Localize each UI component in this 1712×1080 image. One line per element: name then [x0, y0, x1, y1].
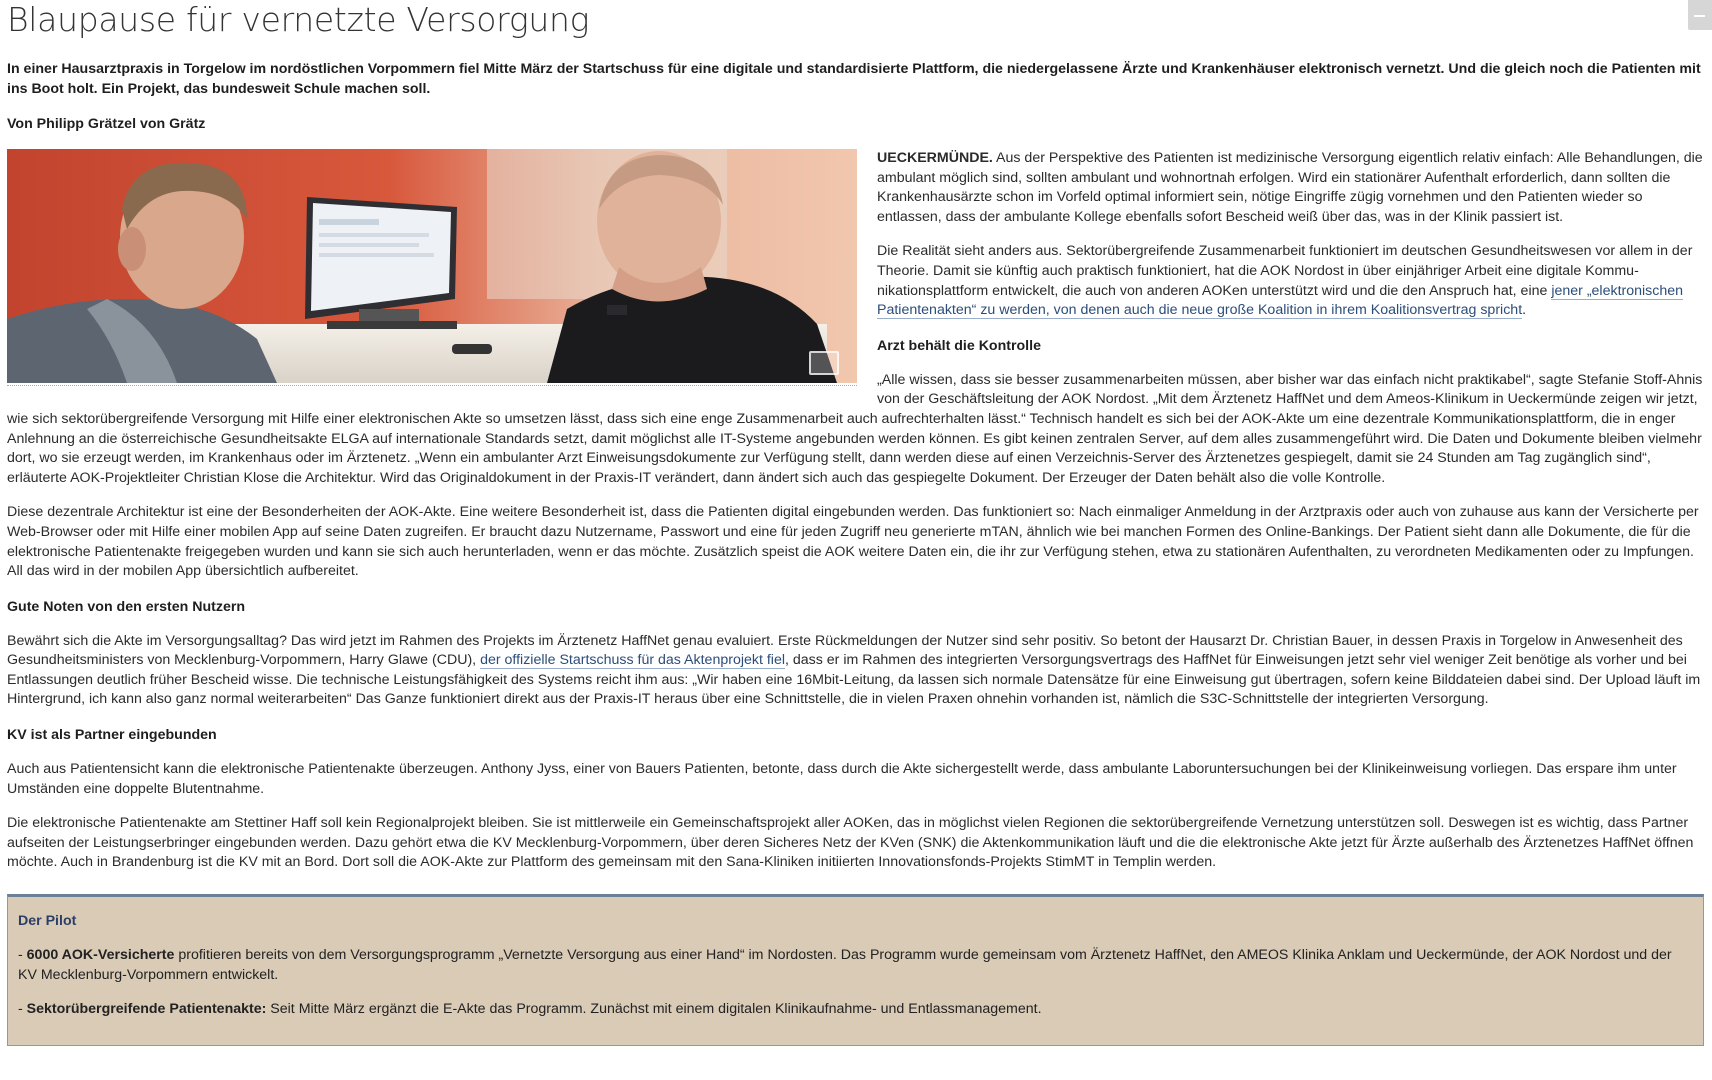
paragraph-5	[7, 632, 1704, 710]
link-patientenakten[interactable]: jener „elektronischen Patientenakten“ zu werden, von denen auch die neue große Koalition in ihrem Koalitionsvertrag spricht	[877, 282, 1684, 319]
subheading-noten: Gute Noten von den ersten Nutzern	[7, 598, 246, 615]
pilot-item-1-bold: 6000 AOK-Versicherte	[26, 947, 175, 964]
paragraph-2-end: .	[1522, 302, 1527, 319]
article-lead: In einer Hausarztpraxis in Torgelow im nordöstlichen Vorpommern fiel Mitte März der Startschuss für eine digitale und standardisierte Plattform, die niedergelassene Ärzte und Krankenhäuser elektronisch vernetzt. Und die gleich noch die Patienten mit ins Boot holt. Ein Projekt, das bundesweit Schule machen soll.	[7, 61, 1701, 97]
photo-image	[7, 149, 857, 383]
article-body	[7, 149, 1704, 888]
paragraph-1-text: Aus der Perspektive des Patienten ist medizinische Versorgung eigentlich relativ einfach: Alle Behandlungen, die ambulant möglich sind, sollten ambulant und wohnortnah erfolgen. Wird ein stationärer Aufenthalt erforderlich, dann sollten die Krankenhausärzte schon im Vorfeld optimal informiert sein, nötige Eingriffe zügig vornehmen und den Patienten wieder so entlassen, dass der ambulante Kollege ebenfalls sofort Bescheid weiß über das, was in der Klinik passiert ist.	[877, 150, 1703, 225]
article-page	[7, 0, 1704, 1046]
paragraph-7: Die elektronische Patientenakte am Stettiner Haff soll kein Regionalprojekt bleiben. Sie ist mittlerweile ein Gemeinschaftsprojekt aller AOKen, das in möglichst vielen Regionen die sektorübergreifende Vernetzung unterstützen soll. Deswegen ist es wichtig, dass Partner aufseiten der Leistungserbringer eingebunden werden. Dazu gehört etwa die KV Mecklenburg-Vorpommern, über deren Sicheres Netz der KVen (SNK) die Aktenkommunikation läuft und die die elektronische Akte jetzt für Ärzte außerhalb des Ärztenetzes HaffNet öffnen möchte. Auch in Brandenburg ist die KV mit an Bord. Dort soll die AOK-Akte zur Plattform des gemeinsam mit den Sana-Kliniken initiierten Innovationsfonds-Projekts StimMT in Templin werden.	[7, 815, 1694, 871]
pilot-item-1-text: profitieren bereits von dem Versorgungsprogramm „Vernetzte Versorgung aus einer Hand“ im Nordosten. Das Programm wurde gemeinsam vom Ärztenetz HaffNet, den AMEOS Klinika Anklam und Ueckermünde, der AOK Nordost und der KV Mecklenburg-Vorpommern entwickelt.	[18, 947, 1672, 983]
pilot-item-2-bold: Sektorübergreifende Patientenakte:	[26, 1001, 267, 1018]
subheading-kontrolle: Arzt behält die Kontrolle	[877, 337, 1041, 354]
paragraph-6: Auch aus Patientensicht kann die elektronische Patientenakte überzeugen. Anthony Jyss, einer von Bauers Patienten, betonte, dass durch die Akte sichergestellt werde, dass ambulante Laboruntersuchungen bei der Klinikeinweisung vorliegen. Das erspare ihm unter Umständen eine doppelte Blutentnahme.	[7, 761, 1677, 797]
scroll-button[interactable]	[1688, 0, 1712, 30]
pilot-item-1	[18, 946, 1693, 985]
article-photo[interactable]	[7, 149, 857, 386]
pilot-item-2	[18, 1000, 1693, 1020]
article-title: Blaupause für vernetzte Versorgung	[7, 0, 590, 39]
subheading-kv: KV ist als Partner eingebunden	[7, 727, 217, 744]
pilot-item-2-text: Seit Mitte März ergänzt die E-Akte das Programm. Zunächst mit einem digitalen Klinikaufnahme- und Entlassmanagement.	[266, 1001, 1042, 1018]
article-author: Von Philipp Grätzel von Grätz	[7, 116, 206, 132]
link-startschuss[interactable]: der offizielle Startschuss für das Aktenprojekt fiel	[480, 652, 785, 669]
pilot-box	[7, 894, 1704, 1046]
pilot-box-title: Der Pilot	[18, 913, 77, 930]
dateline: UECKERMÜNDE.	[877, 150, 993, 166]
pilot-item-1-prefix: -	[18, 947, 27, 964]
paragraph-5-text: Bewährt sich die Akte im Versorgungsalltag? Das wird jetzt im Rahmen des Projekts im Ärztenetz HaffNet genau evaluiert. Erste Rückmeldungen der Nutzer sind sehr positiv. So betont der Hausarzt Dr. Christian Bauer, in dessen Praxis in Torgelow in Anwesenheit des Gesundheitsministers von Mecklenburg-Vorpommern, Harry Glawe (CDU),	[7, 632, 1683, 669]
paragraph-5-end: , dass er im Rahmen des integrierten Versorgungsvertrags des HaffNet für Einweisungen jetzt sehr viel weniger Zeit benötige als vorher und bei Entlassungen deutlich früher Bescheid wisse. Die technische Leistungsfähigkeit des Systems reicht ihm aus: „Wir haben eine 16Mbit-Leitung, da lassen sich normale Datensätze für eine Einweisung gut übertragen, sofern keine Bilddateien dabei sind. Der Upload läuft im Hintergrund, ich kann also ganz normal weiterarbeiten“ Das Ganze funktioniert direkt aus der Praxis-IT heraus über eine Schnittstelle, die in vielen Praxen ohnehin vorhanden ist, nämlich die S3C-Schnittstelle der integrierten Versorgung.	[7, 652, 1701, 708]
gallery-icon[interactable]	[809, 351, 839, 375]
paragraph-2-text: Die Realität sieht anders aus. Sektorübergreifende Zusammenarbeit funktioniert im deutschen Gesundheitswesen vor allem in der Theorie. Damit sie künftig auch praktisch funktioniert, hat die AOK Nordost in über einjähriger Arbeit eine digitale Kommunikationsplattform entwickelt, die auch von anderen AOKen unterstützt wird und die den Anspruch hat, eine	[877, 243, 1693, 299]
paragraph-3: „Alle wissen, dass sie besser zusammenarbeiten müssen, aber bisher war das einfach nicht praktikabel“, sagte Stefanie Stoff-Ahnis von der Geschäftsleitung der AOK Nordost. „Mit dem Ärztenetz HaffNet und dem Ameos-Klinikum in Ueckermünde zeigen wir jetzt, wie sich sektorübergreifende Versorgung mit Hilfe einer elektronischen Akte so umsetzen lässt, dass sich eine enge Zusammenarbeit auch aufrechterhalten lässt.“ Technisch handelt es sich bei der AOK-Akte um eine dezentrale Kommunikationsplattform, die in enger Anlehnung an die österreichische Gesundheitsakte ELGA auf internationale Standards setzt, damit möglichst alle IT-Systeme angebunden werden können. Es gibt keinen zentralen Server, auf dem alles zusammengeführt wird. Die Daten und Dokumente bleiben vielmehr dort, wo sie erzeugt werden, im Krankenhaus oder im Ärztenetz. „Wenn ein ambulanter Arzt Einweisungsdokumente zur Verfügung stellt, dann werden diese auf einen Verzeichnis-Server des Ärztenetzes gespiegelt, damit sie 24 Stunden am Tag zugänglich sind“, erläuterte AOK-Projektleiter Christian Klose die Architektur. Wird das Originaldokument in der Praxis-IT verändert, dann ändert sich auch das gespiegelte Dokument. Der Erzeuger der Daten behält also die volle Kontrolle.	[7, 371, 1703, 486]
pilot-item-2-prefix: -	[18, 1001, 27, 1018]
paragraph-4: Diese dezentrale Architektur ist eine der Besonderheiten der AOK-Akte. Eine weitere Besonderheit ist, dass die Patienten digital eingebunden werden. Das funktioniert so: Nach einmaliger Anmeldung in der Arztpraxis oder auch von zuhause aus kann der Versicherte per Web-Browser oder mit Hilfe einer mobilen App auf seine Daten zugreifen. Er braucht dazu Nutzername, Passwort und eine für jeden Zugriff neu generierte mTAN, ähnlich wie bei manchen Formen des Online-Bankings. Der Patient sieht dann alle Dokumente, die für die elektronische Patientenakte freigegeben wurden und kann sie sich auch herunterladen, wenn er das möchte. Zusätzlich speist die AOK weitere Daten ein, die ihr zur Verfügung stehen, etwa zu stationären Aufenthalten, zu verordneten Medikamenten oder zu Impfungen. All das wird in der mobilen App übersichtlich aufbereitet.	[7, 504, 1699, 580]
